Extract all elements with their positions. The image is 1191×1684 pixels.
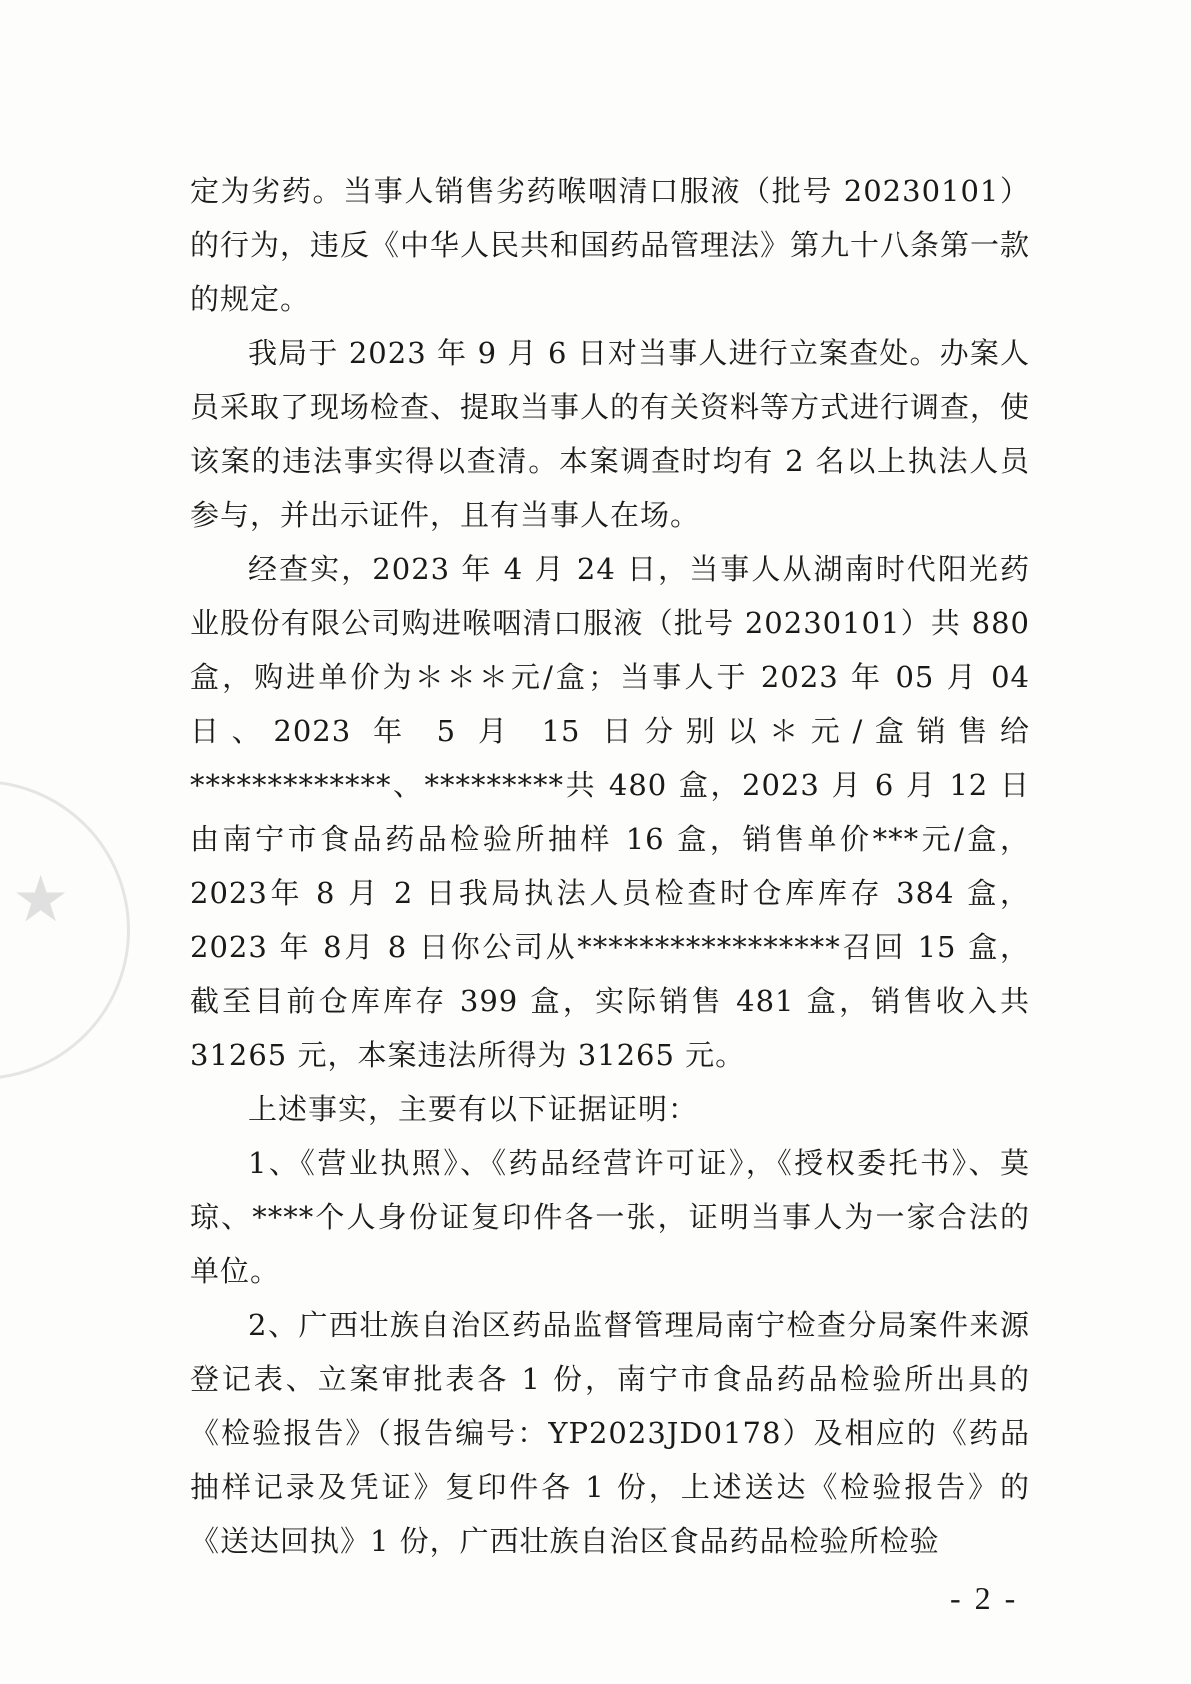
paragraph-investigation-facts: 经查实，2023 年 4 月 24 日，当事人从湖南时代阳光药业股份有限公司购进喉咽清口服液（批号 20230101）共 880 盒，购进单价为＊＊＊元/盒；当事人于 2023 年 05 月 04 日、2023 年 5 月 15 日分别以＊元/盒销售给*************、*********共 480 盒，2023 月 6 月 12 日由南宁市食品药品检验所抽样 16 盒，销售单价***元/盒，2023年 8 月 2 日我局执法人员检查时仓库库存 384 盒，2023 年 8月 8 日你公司从*****************召回 15 盒，截至目前仓库库存 399 盒，实际销售 481 盒，销售收入共 31265 元，本案违法所得为 31265 元。 bbox=[190, 552, 1031, 1072]
document-body bbox=[190, 164, 1030, 1568]
page-number: - 2 - bbox=[950, 1580, 1019, 1616]
paragraph-evidence-intro: 上述事实，主要有以下证据证明： bbox=[248, 1092, 699, 1126]
paragraph-case-filing: 我局于 2023 年 9 月 6 日对当事人进行立案查处。办案人员采取了现场检查、提取当事人的有关资料等方式进行调查，使该案的违法事实得以查清。本案调查时均有 2 名以上执法人员参与，并出示证件，且有当事人在场。 bbox=[190, 336, 1031, 532]
paragraph-evidence-2: 2、广西壮族自治区药品监督管理局南宁检查分局案件来源登记表、立案审批表各 1 份，南宁市食品药品检验所出具的《检验报告》（报告编号：YP2023JD0178）及相应的《药品抽样记录及凭证》复印件各 1 份，上述送达《检验报告》的《送达回执》1 份，广西壮族自治区食品药品检验所检验 bbox=[190, 1308, 1030, 1558]
paragraph-evidence-1: 1、《营业执照》、《药品经营许可证》，《授权委托书》、莫琼、****个人身份证复印件各一张，证明当事人为一家合法的单位。 bbox=[190, 1146, 1030, 1288]
paragraph-violation-statement: 定为劣药。当事人销售劣药喉咽清口服液（批号 20230101）的行为，违反《中华人民共和国药品管理法》第九十八条第一款的规定。 bbox=[190, 174, 1031, 316]
seal-star-icon: ★ bbox=[12, 863, 70, 937]
